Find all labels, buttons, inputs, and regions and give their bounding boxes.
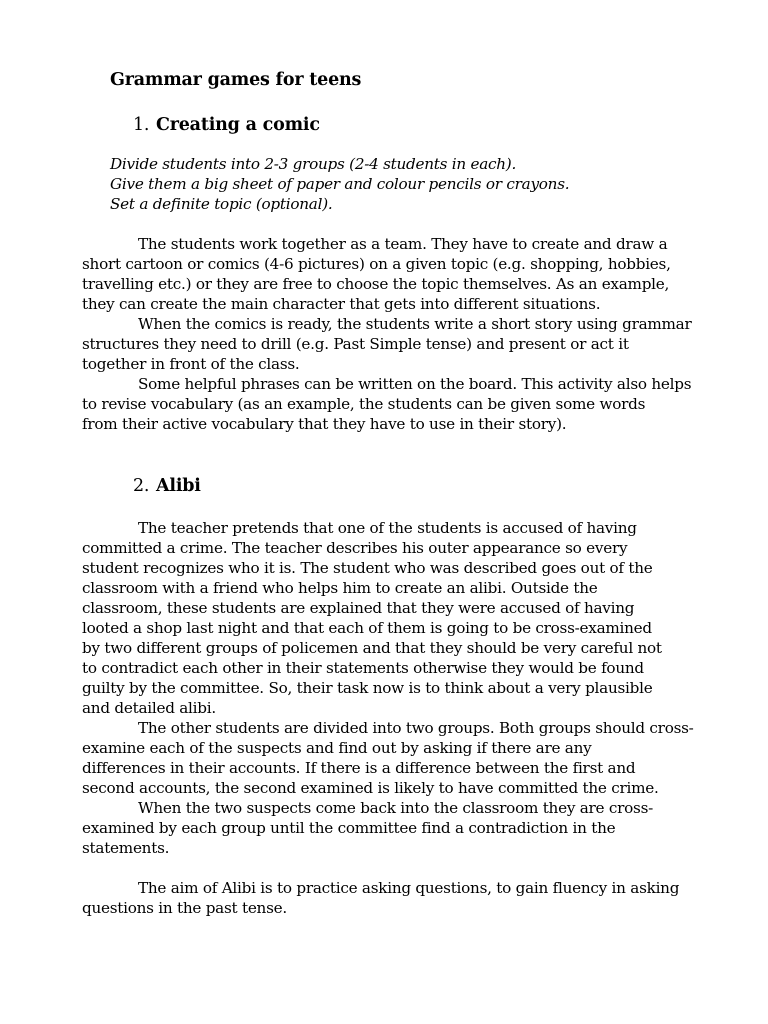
text-line: The teacher pretends that one of the students is accused of having bbox=[138, 519, 637, 537]
text-line: Some helpful phrases can be written on the board. This activity also helps bbox=[138, 375, 692, 393]
text-line: committed a crime. The teacher describes his outer appearance so every bbox=[82, 539, 628, 557]
text-line: looted a shop last night and that each of them is going to be cross-examined bbox=[82, 619, 652, 637]
text-line: classroom, these students are explained that they were accused of having bbox=[82, 599, 635, 617]
section-number: 2. bbox=[133, 476, 150, 496]
text-line: travelling etc.) or they are free to choose the topic themselves. As an example, bbox=[82, 275, 670, 293]
paragraph bbox=[82, 518, 720, 718]
text-line: short cartoon or comics (4-6 pictures) on a given topic (e.g. shopping, hobbies, bbox=[82, 255, 671, 273]
text-line: they can create the main character that gets into different situations. bbox=[82, 295, 601, 313]
paragraph bbox=[82, 314, 720, 374]
paragraph bbox=[82, 878, 720, 918]
text-line: The aim of Alibi is to practice asking questions, to gain fluency in asking bbox=[138, 879, 680, 897]
section-title: Creating a comic bbox=[156, 115, 320, 135]
section-title: Alibi bbox=[156, 476, 201, 496]
section-heading-alibi bbox=[110, 474, 720, 498]
text-line: and detailed alibi. bbox=[82, 699, 216, 717]
text-line: to revise vocabulary (as an example, the students can be given some words bbox=[82, 395, 646, 413]
document-body bbox=[82, 68, 720, 918]
text-line: by two different groups of policemen and that they should be very careful not bbox=[82, 639, 662, 657]
text-line: from their active vocabulary that they have to use in their story). bbox=[82, 415, 567, 433]
text-line: structures they need to drill (e.g. Past Simple tense) and present or act it bbox=[82, 335, 629, 353]
text-line: examine each of the suspects and find out by asking if there are any bbox=[82, 739, 592, 757]
text-line: to contradict each other in their statements otherwise they would be found bbox=[82, 659, 644, 677]
instruction-line: Divide students into 2-3 groups (2-4 students in each). bbox=[110, 155, 517, 173]
paragraph bbox=[82, 718, 720, 798]
paragraph bbox=[82, 798, 720, 858]
text-line: classroom with a friend who helps him to create an alibi. Outside the bbox=[82, 579, 598, 597]
instruction-line: Give them a big sheet of paper and colour pencils or crayons. bbox=[110, 175, 570, 193]
text-line: together in front of the class. bbox=[82, 355, 300, 373]
text-line: The other students are divided into two groups. Both groups should cross- bbox=[138, 719, 694, 737]
document-title: Grammar games for teens bbox=[110, 70, 362, 90]
text-line: The students work together as a team. They have to create and draw a bbox=[138, 235, 668, 253]
paragraph bbox=[82, 374, 720, 434]
text-line: guilty by the committee. So, their task now is to think about a very plausible bbox=[82, 679, 653, 697]
text-line: statements. bbox=[82, 839, 170, 857]
text-line: questions in the past tense. bbox=[82, 899, 287, 917]
section-heading-creating-a-comic bbox=[110, 113, 720, 137]
text-line: student recognizes who it is. The student who was described goes out of the bbox=[82, 559, 653, 577]
instruction-line: Set a definite topic (optional). bbox=[110, 195, 333, 213]
text-line: When the comics is ready, the students write a short story using grammar bbox=[138, 315, 692, 333]
text-line: examined by each group until the committee find a contradiction in the bbox=[82, 819, 616, 837]
text-line: differences in their accounts. If there is a difference between the first and bbox=[82, 759, 636, 777]
section-number: 1. bbox=[133, 115, 150, 135]
instructions-block bbox=[110, 154, 720, 214]
text-line: second accounts, the second examined is likely to have committed the crime. bbox=[82, 779, 659, 797]
paragraph bbox=[82, 234, 720, 314]
text-line: When the two suspects come back into the classroom they are cross- bbox=[138, 799, 653, 817]
